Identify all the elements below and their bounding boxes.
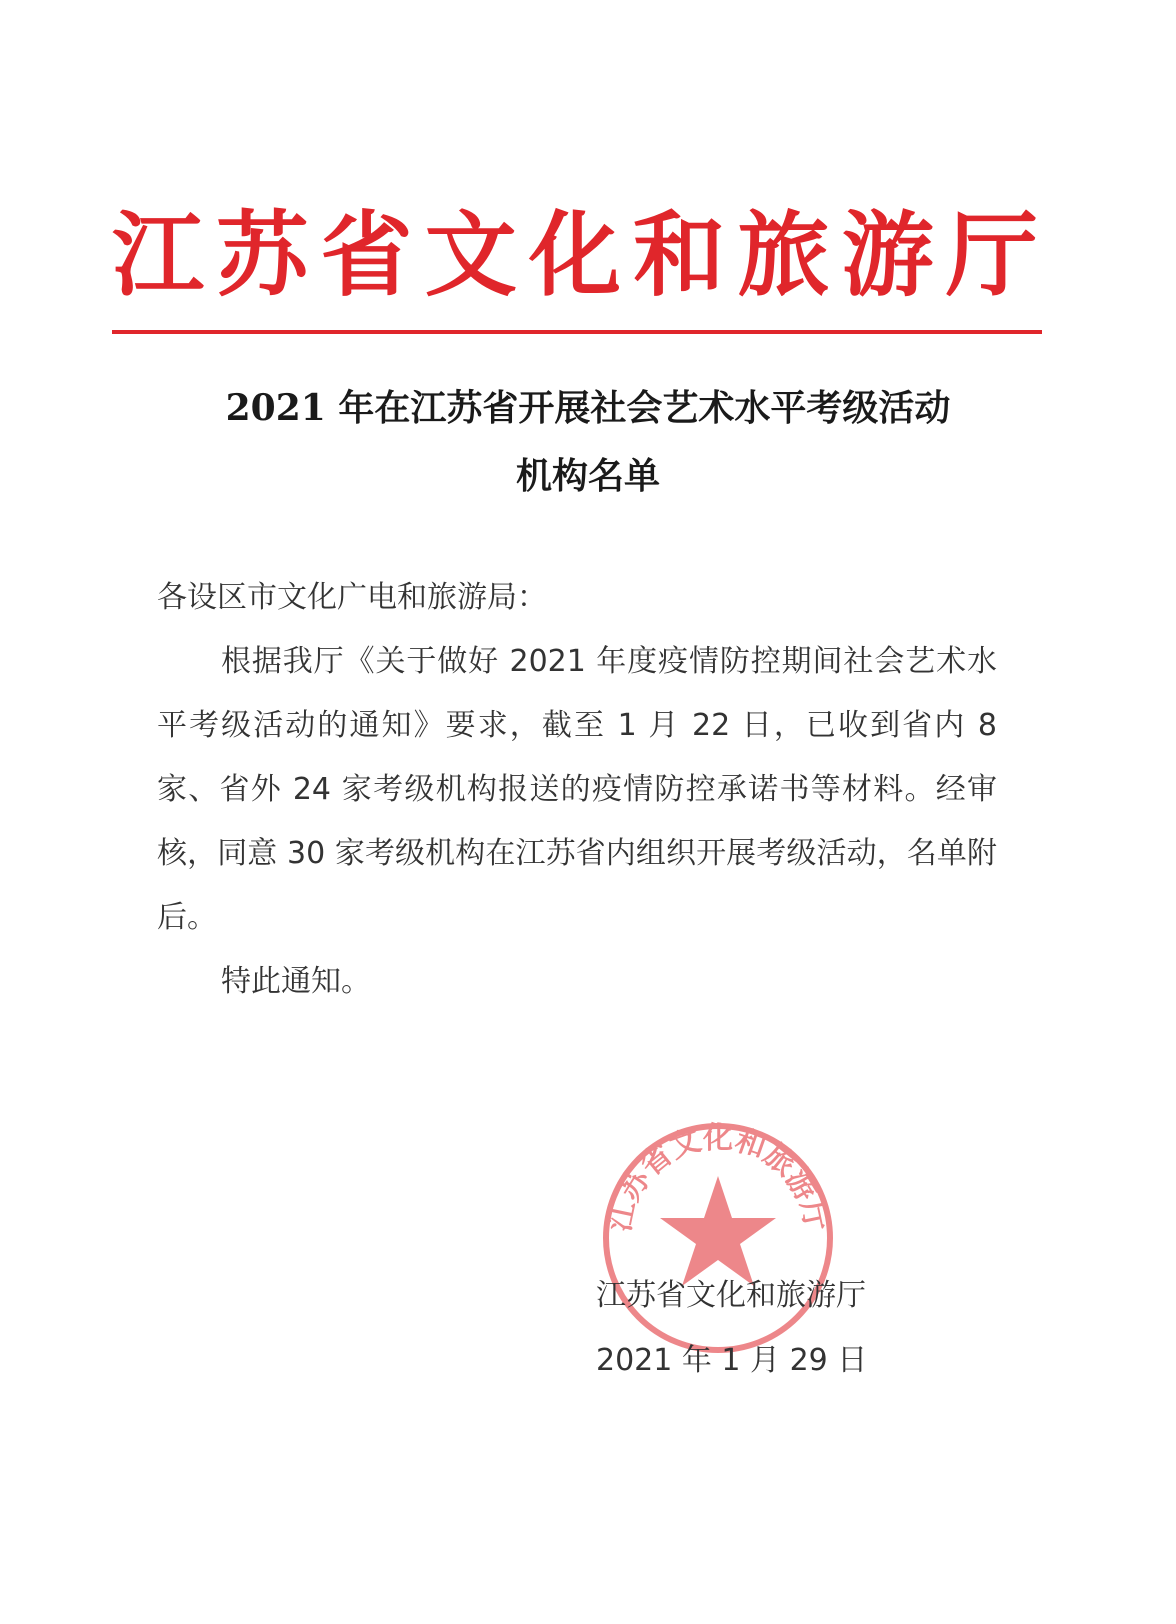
red-header (112, 196, 1042, 316)
signature-date: 2021 年 1 月 29 日 (596, 1343, 868, 1378)
red-divider (112, 330, 1042, 334)
official-seal (598, 1118, 838, 1358)
document-title: 2021 年在江苏省开展社会艺术水平考级活动 (225, 387, 951, 429)
signature-organization: 江苏省文化和旅游厅 (596, 1278, 866, 1313)
seal-text: 江苏省文化和旅游厅 (602, 1121, 834, 1235)
body-paragraph: 根据我厅《关于做好 2021 年度疫情防控期间社会艺术水平考级活动的通知》要求，截至 1 月 22 日，已收到省内 8 家、省外 24 家考级机构报送的疫情防控承诺书等材料。经审核，同意 30 家考级机构在江苏省内组织开展考级活动，名单附后。 (157, 644, 997, 935)
closing-line: 特此通知。 (221, 964, 371, 999)
document-subtitle: 机构名单 (515, 455, 660, 497)
salutation: 各设区市文化广电和旅游局： (157, 580, 547, 615)
header-org-name: 江 苏 省 文 化 和 旅 游 厅 (112, 202, 1042, 309)
